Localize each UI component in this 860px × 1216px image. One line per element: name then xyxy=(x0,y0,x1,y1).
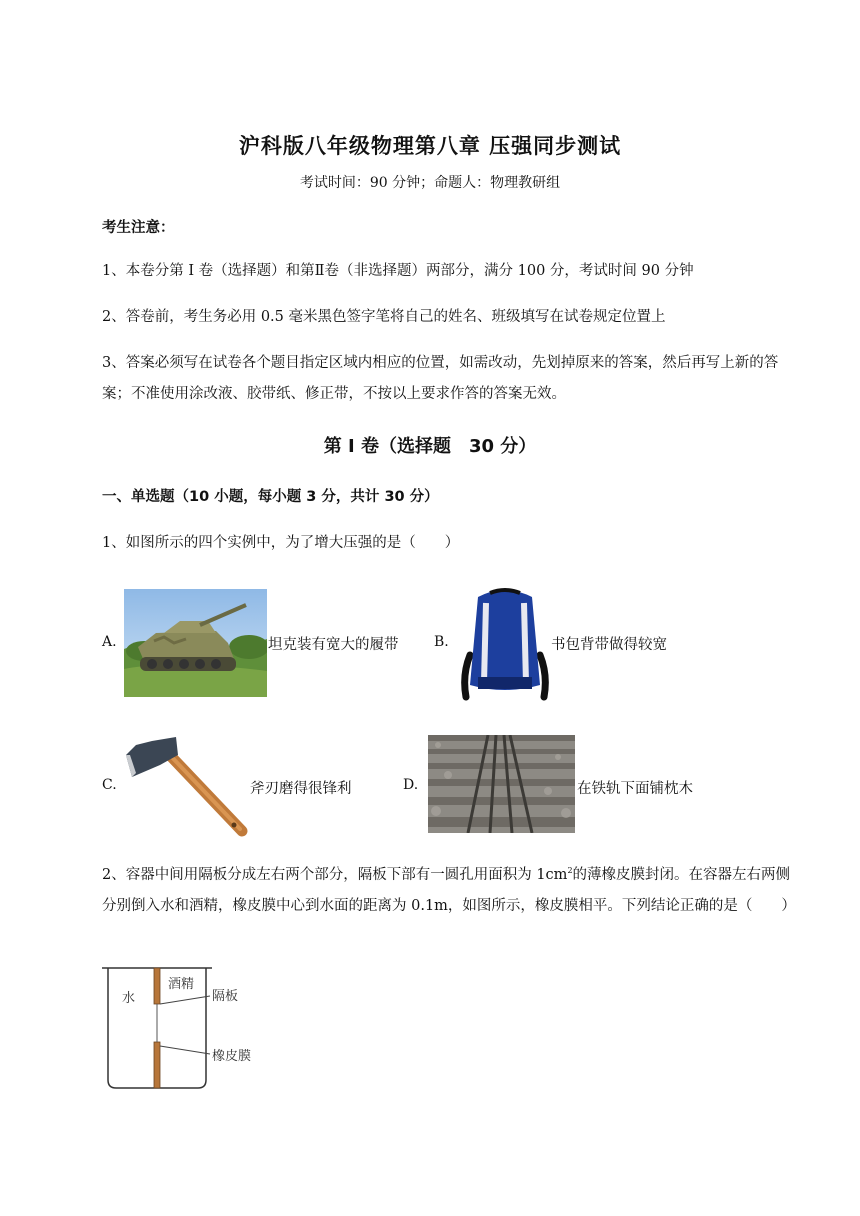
notice-item-2: 2、答卷前，考生务必用 0.5 毫米黑色签字笔将自己的姓名、班级填写在试卷规定位置上 xyxy=(102,309,666,325)
notice-heading: 考生注意： xyxy=(102,220,175,236)
option-c-letter: C. xyxy=(102,777,117,793)
question-2-stem-before: 2、容器中间用隔板分成左右两个部分，隔板下部有一圆孔用面积为 1cm xyxy=(102,866,568,883)
option-d-text: 在铁轨下面铺枕木 xyxy=(577,781,693,797)
question-2-stem-after: 的薄橡皮膜封闭。在容器左右两侧分别倒入水和酒精，橡皮膜中心到水面的距离为 0.1m，如图所示，橡皮膜相平。下列结论正确的是（ ） xyxy=(102,866,796,914)
option-a-letter: A. xyxy=(102,634,117,650)
membrane-label: 橡皮膜 xyxy=(212,1049,252,1064)
alcohol-label: 酒精 xyxy=(168,977,195,992)
notice-item-1: 1、本卷分第 I 卷（选择题）和第Ⅱ卷（非选择题）两部分，满分 100 分，考试时间 90 分钟 xyxy=(102,263,694,279)
option-b-text: 书包背带做得较宽 xyxy=(551,637,667,653)
option-c-text: 斧刃磨得很锋利 xyxy=(250,781,352,797)
container-diagram xyxy=(100,962,270,1092)
page-title: 沪科版八年级物理第八章 压强同步测试 xyxy=(238,134,622,158)
backpack-image xyxy=(460,585,550,701)
question-2-stem xyxy=(102,855,802,922)
axe-image xyxy=(124,735,248,839)
exam-subtitle: 考试时间：90 分钟；命题人：物理教研组 xyxy=(299,175,561,191)
option-a-text: 坦克装有宽大的履带 xyxy=(268,637,399,653)
water-label: 水 xyxy=(122,991,136,1006)
tank-image xyxy=(124,589,267,697)
option-d-letter: D. xyxy=(403,777,419,793)
partition-label: 隔板 xyxy=(212,989,239,1004)
question-1-stem: 1、如图所示的四个实例中，为了增大压强的是（ ） xyxy=(102,535,460,551)
section-title: 第 I 卷（选择题 30 分） xyxy=(323,436,537,457)
question-2-stem-sup: 2 xyxy=(567,866,573,875)
railway-image xyxy=(428,735,575,833)
option-b-letter: B. xyxy=(434,634,449,650)
notice-item-3: 3、答案必须写在试卷各个题目指定区域内相应的位置，如需改动，先划掉原来的答案，然后再写上新的答案；不准使用涂改液、胶带纸、修正带，不按以上要求作答的答案无效。 xyxy=(102,355,779,402)
part-heading: 一、单选题（10 小题，每小题 3 分，共计 30 分） xyxy=(102,489,439,505)
